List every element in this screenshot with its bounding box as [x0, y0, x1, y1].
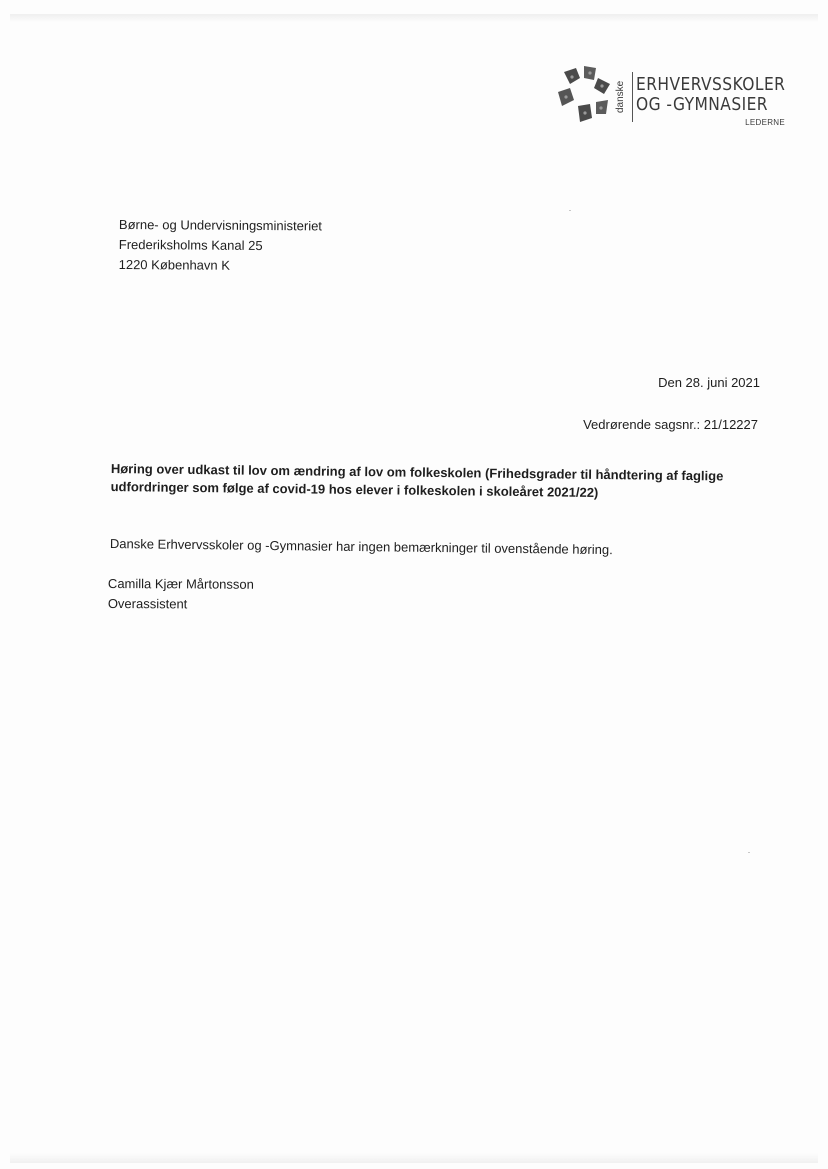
recipient-address: [119, 215, 322, 276]
recipient-street: Frederiksholms Kanal 25: [118, 236, 263, 254]
recipient-city: 1220 København K: [118, 256, 231, 273]
logo-subtitle: LEDERNE: [745, 118, 785, 127]
logo-divider: [632, 72, 633, 122]
logo-line-1: ERHVERVSSKOLER: [636, 74, 786, 95]
flower-logo-icon: [556, 64, 614, 124]
logo-line-2: OG -GYMNASIER: [636, 94, 768, 115]
recipient-name: Børne- og Undervisningsministeriet: [118, 216, 323, 234]
scan-edge-top: [10, 14, 818, 22]
signatory-name: Camilla Kjær Mårtonsson: [107, 576, 254, 592]
signature-block: [108, 574, 254, 615]
case-reference: Vedrørende sagsnr.: 21/12227: [583, 417, 758, 432]
letter-body: Danske Erhvervsskoler og -Gymnasier har ingen bemærkninger til ovenstående høring.: [109, 536, 613, 558]
scan-speck: [569, 210, 571, 211]
scan-edge-bottom: [10, 1153, 818, 1163]
scan-speck: [748, 852, 750, 853]
signatory-title: Overassistent: [107, 595, 188, 612]
logo-vertical-text: danske: [615, 80, 626, 114]
letter-subject: Høring over udkast til lov om ændring af lov om folkeskolen (Frihedsgrader til håndtering af faglige udfordringer som følge af covid-19 hos elever i folkeskolen i skoleåret 2021/22): [110, 460, 724, 500]
letter-date: Den 28. juni 2021: [658, 375, 760, 390]
organization-logo: [556, 62, 791, 132]
